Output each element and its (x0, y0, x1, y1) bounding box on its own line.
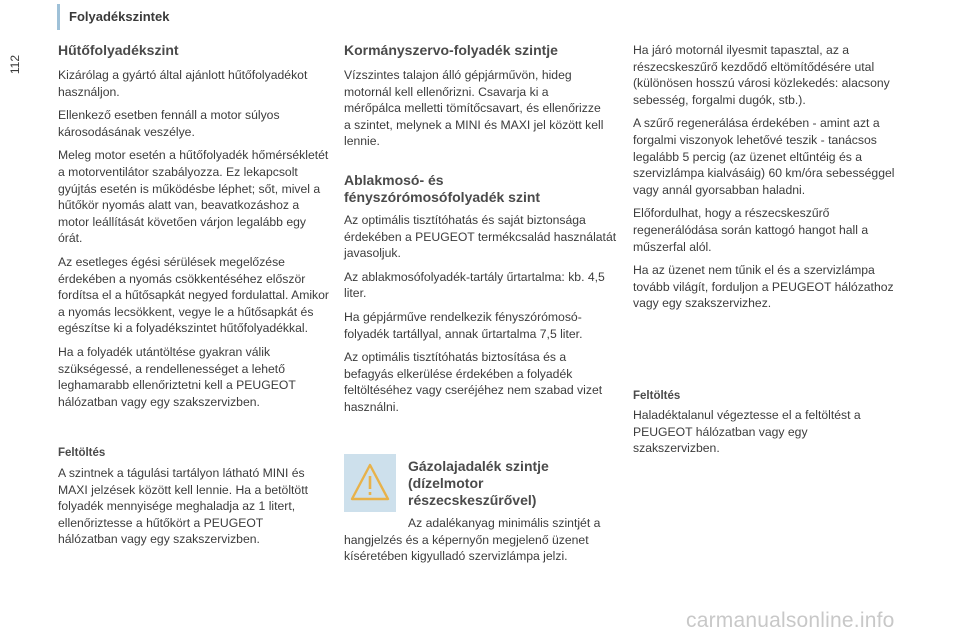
coolant-paragraph: Az esetleges égési sérülések megelőzése érdekében a nyomás csökkentéséhez először fordítsa el a hűtősapkát negyed fordulattal. Amikor a nyomás lecsökkent, vegye le a hűtősapkát és egészítse ki a folyadékszintet hűtőfolyadékkal. (58, 254, 329, 336)
filter-body (633, 42, 913, 319)
warning-triangle-icon (349, 462, 391, 502)
warning-box (344, 454, 396, 512)
filter-fill-text: Haladéktalanul végeztesse el a feltöltést a PEUGEOT hálózatban vagy egy szakszervizben. (633, 408, 861, 456)
washer-paragraph: Az ablakmosófolyadék-tartály űrtartalma: kb. 4,5 liter. (344, 269, 605, 301)
washer-paragraph: Az optimális tisztítóhatás biztosítása és a befagyás elkerülése érdekében a folyadék feltöltéséhez vagy cseréjéhez nem szabad vizet használni. (344, 350, 603, 414)
coolant-paragraph: Ellenkező esetben fennáll a motor súlyos károsodásának veszélye. (58, 108, 280, 139)
steering-title: Kormányszervo-folyadék szintje (344, 42, 558, 58)
coolant-paragraph: Kizárólag a gyártó által ajánlott hűtőfolyadékot használjon. (58, 68, 308, 99)
coolant-paragraph: Ha a folyadék utántöltése gyakran válik szükségessé, a rendellenességet a lehető leghamarabb ellenőriztetni kell a PEUGEOT hálózatban vagy egy szakszervizben. (58, 344, 296, 409)
washer-title: Ablakmosó- és fényszórómosófolyadék szint (344, 172, 541, 205)
washer-paragraph: Ha gépjárműve rendelkezik fényszórómosó-folyadék tartállyal, annak űrtartalma 7,5 liter. (344, 309, 583, 341)
filter-fill-title: Feltöltés (633, 390, 681, 402)
washer-paragraph: Az optimális tisztítóhatás és saját biztonsága érdekében a PEUGEOT termékcsalád használatát javasoljuk. (344, 213, 617, 261)
filter-paragraph: A szűrő regenerálása érdekében - amint azt a forgalmi viszonyok lehetővé teszik - tanácsos legalább 5 percig (az üzenet eltűntéig és a szervizlámpa kialvásáig) 60 km/óra sebességgel vagy annál gyorsabban haladni. (633, 116, 895, 197)
filter-paragraph: Ha járó motornál ilyesmit tapasztal, az a részecskeszűrő kezdődő eltömítődésére utal (különösen hosszú városi közlekedés: alacsony sebesség, forgalmi dugók, stb.). (633, 43, 890, 107)
filter-paragraph: Ha az üzenet nem tűnik el és a szervizlámpa tovább világít, forduljon a PEUGEOT hálózathoz vagy egy szakszervizhez. (633, 263, 894, 311)
coolant-paragraph: Meleg motor esetén a hűtőfolyadék hőmérsékletét a motorventilátor szabályozza. Ez lekapcsolt gyújtás esetén is működésbe léphet; sőt, mivel a hűtőkör nyomás alatt van, beavatkozáshoz a motor leállítását követően várjon legalább egy órát. (58, 148, 329, 246)
coolant-fill-title: Feltöltés (58, 447, 106, 459)
coolant-body (58, 67, 332, 417)
watermark: carmanualsonline.info (686, 609, 895, 632)
page-number: 112 (8, 55, 22, 75)
section-header: Folyadékszintek (69, 9, 170, 24)
diesel-additive-title: Gázolajadalék szintje (dízelmotor részecskeszűrővel) (408, 458, 549, 508)
steering-text: Vízszintes talajon álló gépjárművön, hideg motornál kell ellenőrizni. Csavarja ki a mérőpálca melletti tömítőcsavart, és ellenőrizze a szintet, melynek a MINI és MAXI jel között kell lennie. (344, 68, 604, 149)
coolant-title: Hűtőfolyadékszint (58, 42, 179, 58)
coolant-fill-text: A szintnek a tágulási tartályon látható MINI és MAXI jelzések között kell lennie. Ha a betöltött folyadék mennyisége meghaladja az 1 litert, ellenőriztesse a hűtőkört a PEUGEOT hálózatban vagy egy szakszervizben. (58, 466, 308, 547)
header-accent-bar (57, 4, 60, 30)
washer-body (344, 212, 619, 423)
diesel-additive-text: Az adalékanyag minimális szintjét a hangjelzés és a képernyőn megjelenő üzenet kíséretében kigyulladó szervizlámpa jelzi. (344, 516, 601, 564)
filter-paragraph: Előfordulhat, hogy a részecskeszűrő regenerálódása során kattogó hangot hall a műszerfal alól. (633, 206, 869, 254)
